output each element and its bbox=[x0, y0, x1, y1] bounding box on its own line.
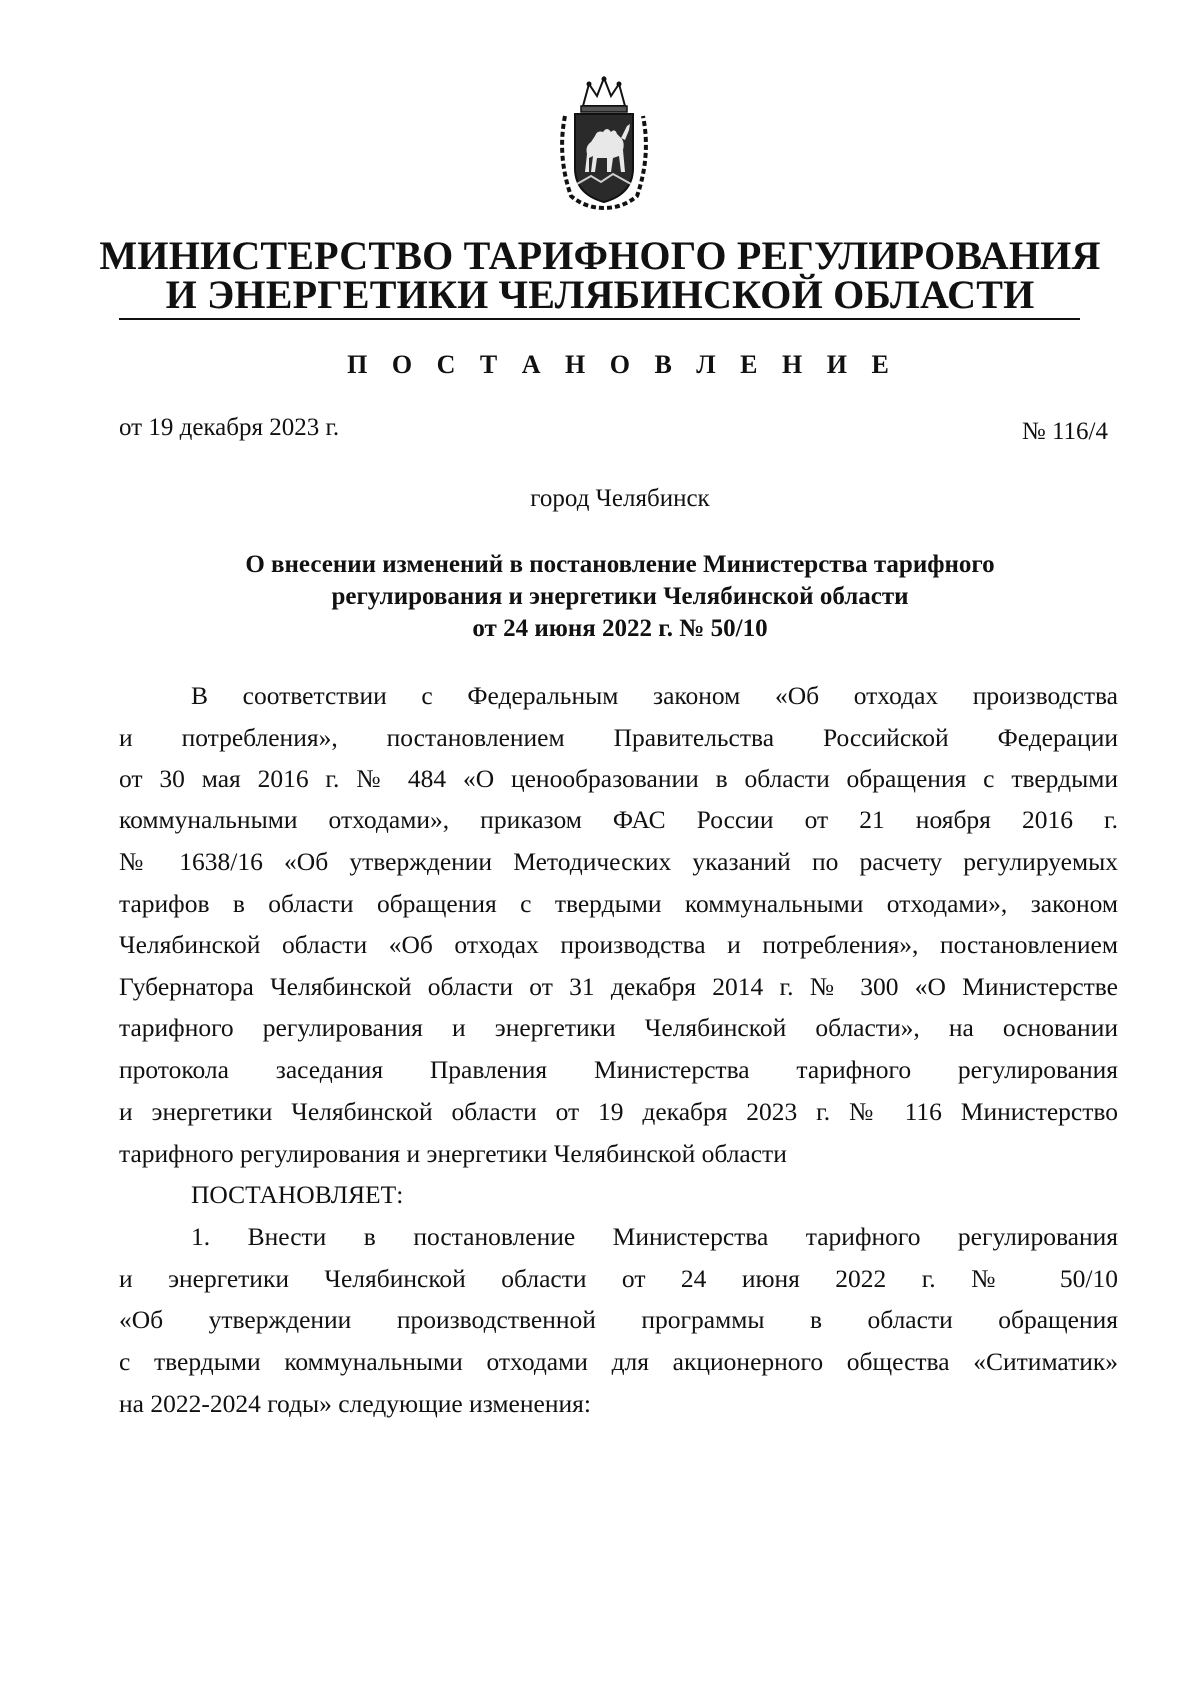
document-number: № 116/4 bbox=[1021, 418, 1108, 445]
header-divider bbox=[119, 318, 1080, 320]
preamble-line: Губернатора Челябинской области от 31 декабря 2014 г. № 300 «О Министерстве bbox=[119, 972, 1118, 1001]
item-line: на 2022-2024 годы» следующие изменения: bbox=[119, 1389, 591, 1418]
preamble-line: тарифного регулирования и энергетики Челябинской области», на основании bbox=[119, 1013, 1118, 1042]
ministry-title-line1: МИНИСТЕРСТВО ТАРИФНОГО РЕГУЛИРОВАНИЯ bbox=[99, 233, 1101, 278]
decree-word: ПОСТАНОВЛЯЕТ: bbox=[191, 1180, 404, 1209]
preamble-line: от 30 мая 2016 г. № 484 «О ценообразовании в области обращения с твердыми bbox=[119, 764, 1118, 793]
coat-of-arms-icon bbox=[555, 76, 653, 210]
preamble-line: В соответствии с Федеральным законом «Об отходах производства bbox=[191, 681, 1118, 710]
subject-line: О внесении изменений в постановление Министерства тарифного bbox=[245, 551, 995, 578]
ministry-title-line2: И ЭНЕРГЕТИКИ ЧЕЛЯБИНСКОЙ ОБЛАСТИ bbox=[165, 272, 1035, 317]
preamble-line: и потребления», постановлением Правительства Российской Федерации bbox=[119, 723, 1118, 752]
preamble-line: коммунальными отходами», приказом ФАС России от 21 ноября 2016 г. bbox=[119, 805, 1118, 834]
preamble-line: № 1638/16 «Об утверждении Методических указаний по расчету регулируемых bbox=[119, 847, 1118, 876]
document-city: город Челябинск bbox=[530, 485, 710, 512]
item-line: с твердыми коммунальными отходами для акционерного общества «Ситиматик» bbox=[119, 1347, 1118, 1376]
subject-line: от 24 июня 2022 г. № 50/10 bbox=[472, 615, 768, 642]
preamble-line: тарифного регулирования и энергетики Челябинской области bbox=[119, 1139, 787, 1168]
item-line: «Об утверждении производственной программы в области обращения bbox=[119, 1305, 1118, 1334]
preamble-line: тарифов в области обращения с твердыми коммунальными отходами», законом bbox=[119, 889, 1118, 918]
preamble-line: Челябинской области «Об отходах производства и потребления», постановлением bbox=[119, 930, 1118, 959]
document-type: П О С Т А Н О В Л Е Н И Е bbox=[347, 350, 898, 379]
subject-line: регулирования и энергетики Челябинской области bbox=[331, 583, 909, 610]
document-date: от 19 декабря 2023 г. bbox=[119, 414, 340, 441]
item-line: 1. Внести в постановление Министерства тарифного регулирования bbox=[191, 1222, 1118, 1251]
preamble-line: протокола заседания Правления Министерства тарифного регулирования bbox=[119, 1055, 1118, 1084]
item-line: и энергетики Челябинской области от 24 июня 2022 г. № 50/10 bbox=[119, 1264, 1118, 1293]
preamble-line: и энергетики Челябинской области от 19 декабря 2023 г. № 116 Министерство bbox=[119, 1097, 1118, 1126]
